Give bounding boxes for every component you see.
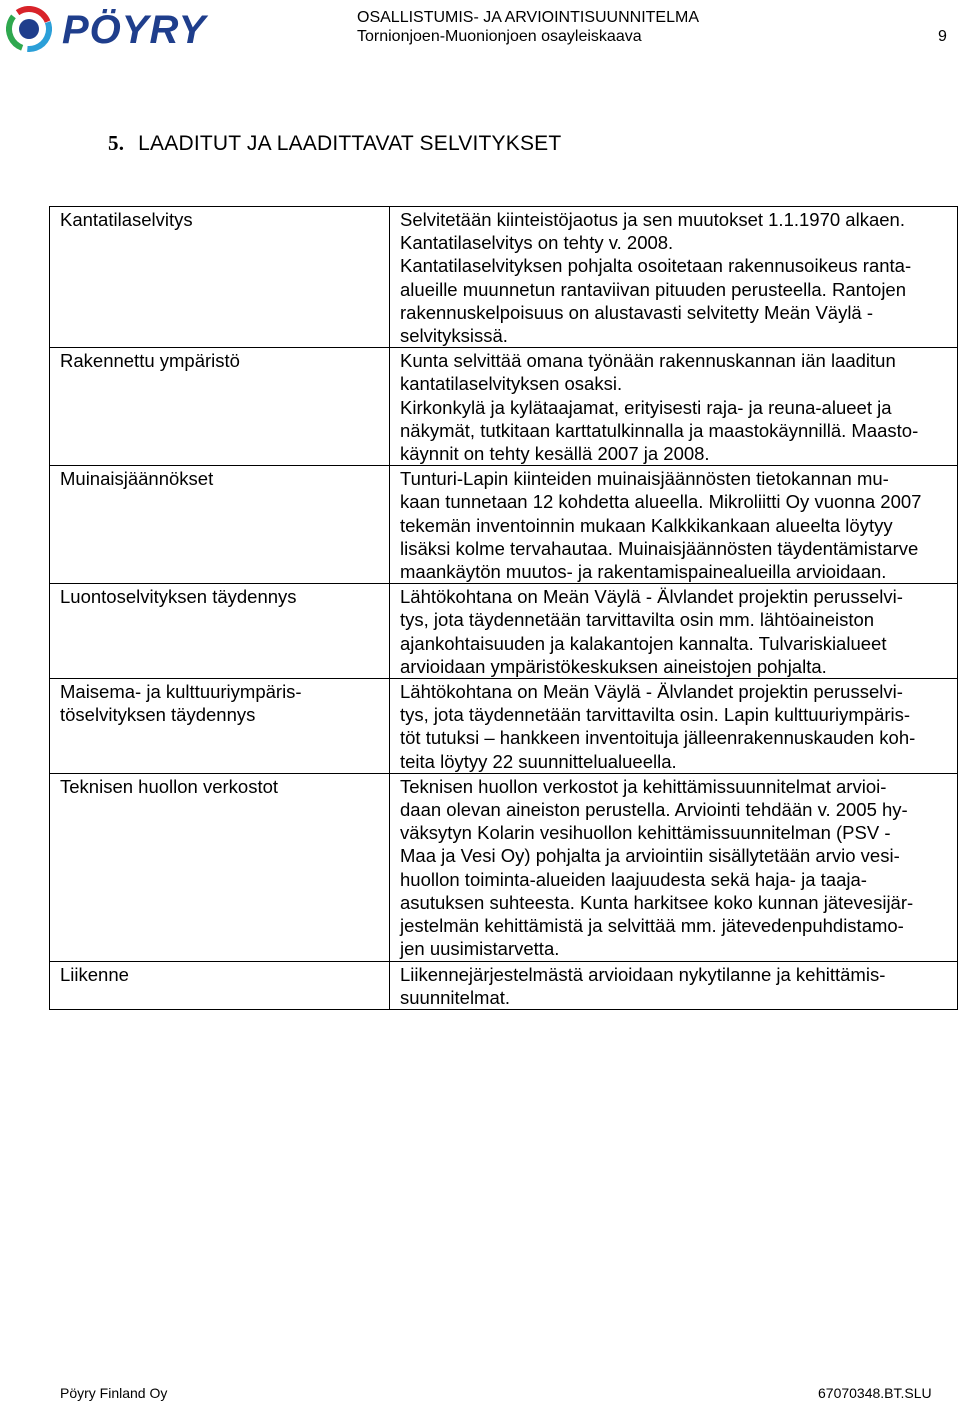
study-label-cell <box>50 466 390 584</box>
study-description-line: tys, jota täydennetään tarvittavilta osin. Lapin kulttuuriympäris- <box>400 704 911 726</box>
document-subtitle: Tornionjoen-Muonionjoen osayleiskaava <box>357 28 642 45</box>
study-description-cell <box>390 348 958 466</box>
table-row <box>50 466 958 584</box>
study-description-line: daan olevan aineiston perustella. Arviointi tehdään v. 2005 hy- <box>400 799 908 821</box>
study-description-line: Maa ja Vesi Oy) pohjalta ja arviointiin sisällytetään arvio vesi- <box>400 845 900 867</box>
study-label: Liikenne <box>60 963 129 985</box>
study-description-line: selvityksissä. <box>400 325 508 347</box>
study-label: Maisema- ja kulttuuriympäris- <box>60 681 302 703</box>
study-description-cell <box>390 679 958 774</box>
studies-table-body <box>50 207 958 1010</box>
study-description-line: tekemän inventoinnin mukaan Kalkkikankaan alueelta löytyy <box>400 514 893 536</box>
study-description-line: Kunta selvittää omana työnään rakennuskannan iän laaditun <box>400 350 896 372</box>
study-label: Muinaisjäännökset <box>60 468 214 490</box>
poyry-logo-mark <box>6 6 52 52</box>
section-heading <box>108 130 561 157</box>
table-row <box>50 584 958 679</box>
study-label: Rakennettu ympäristö <box>60 350 240 372</box>
study-description-line: Tunturi-Lapin kiinteiden muinaisjäännösten tietokannan mu- <box>400 468 889 490</box>
study-description-line: suunnitelmat. <box>400 986 511 1008</box>
poyry-logo <box>6 6 246 52</box>
study-label: Teknisen huollon verkostot <box>60 775 279 797</box>
logo-wordmark: PÖYRY <box>62 8 207 52</box>
study-description-line: Kantatilaselvityksen pohjalta osoitetaan rakennusoikeus ranta- <box>400 255 912 277</box>
footer-doc-code: 67070348.BT.SLU <box>818 1385 932 1401</box>
study-label-cell <box>50 584 390 679</box>
study-description-line: asutuksen suhteesta. Kunta harkitsee koko kunnan jätevesijär- <box>400 891 914 913</box>
study-description-line: väksytyn Kolarin vesihuollon kehittämissuunnitelman (PSV - <box>400 822 891 844</box>
study-description-line: Kantatilaselvitys on tehty v. 2008. <box>400 232 674 254</box>
study-label: töselvityksen täydennys <box>60 704 256 726</box>
study-description-cell <box>390 207 958 348</box>
study-label-cell <box>50 679 390 774</box>
study-label: Luontoselvityksen täydennys <box>60 586 297 608</box>
studies-table <box>49 206 958 1010</box>
study-description-line: kantatilaselvityksen osaksi. <box>400 373 623 395</box>
study-label-cell <box>50 961 390 1009</box>
study-description-line: Liikennejärjestelmästä arvioidaan nykytilanne ja kehittämis- <box>400 963 886 985</box>
document-title: OSALLISTUMIS- JA ARVIOINTISUUNNITELMA <box>357 9 699 26</box>
study-description-line: teita löytyy 22 suunnittelualueella. <box>400 750 677 772</box>
table-row <box>50 207 958 348</box>
study-description-line: tys, jota täydennetään tarvittavilta osin mm. lähtöaineiston <box>400 609 875 631</box>
table-row <box>50 773 958 961</box>
study-description-line: Selvitetään kiinteistöjaotus ja sen muutokset 1.1.1970 alkaen. <box>400 209 905 230</box>
study-description-line: jestelmän kehittämistä ja selvittää mm. jätevedenpuhdistamo- <box>400 915 904 937</box>
study-description-line: Kirkonkylä ja kylätaajamat, erityisesti raja- ja reuna-alueet ja <box>400 396 892 418</box>
study-description-cell <box>390 466 958 584</box>
study-description-line: arvioidaan ympäristökeskuksen aineistojen pohjalta. <box>400 655 827 677</box>
document-header <box>357 8 897 46</box>
study-label-cell <box>50 348 390 466</box>
study-label-cell <box>50 773 390 961</box>
section-number: 5. <box>108 131 125 155</box>
study-description-cell <box>390 773 958 961</box>
table-row <box>50 961 958 1009</box>
study-description-line: ajankohtaisuuden ja kalakantojen kannalta. Tulvariskialueet <box>400 632 887 654</box>
study-description-line: alueille muunnetun rantaviivan pituuden perusteella. Rantojen <box>400 278 907 300</box>
page-number: 9 <box>938 28 947 45</box>
section-title: LAADITUT JA LAADITTAVAT SELVITYKSET <box>138 132 562 155</box>
study-description-line: Teknisen huollon verkostot ja kehittämissuunnitelmat arvioi- <box>400 775 887 797</box>
footer-company: Pöyry Finland Oy <box>60 1385 168 1401</box>
study-description-line: käynnit on tehty kesällä 2007 ja 2008. <box>400 443 710 465</box>
study-description-cell <box>390 584 958 679</box>
study-description-line: Lähtökohtana on Meän Väylä - Älvlandet projektin perusselvi- <box>400 586 903 608</box>
study-description-cell <box>390 961 958 1009</box>
study-label: Kantatilaselvitys <box>60 209 193 230</box>
study-label-cell <box>50 207 390 348</box>
study-description-line: töt tutuksi – hankkeen inventoituja jälleenrakennuskauden koh- <box>400 727 916 749</box>
table-row <box>50 348 958 466</box>
study-description-line: huollon toiminta-alueiden laajuudesta sekä haja- ja taaja- <box>400 868 867 890</box>
table-row <box>50 679 958 774</box>
study-description-line: lisäksi kolme tervahautaa. Muinaisjäännösten täydentämistarve <box>400 537 919 559</box>
study-description-line: rakennuskelpoisuus on alustavasti selvitetty Meän Väylä - <box>400 301 874 323</box>
study-description-line: Lähtökohtana on Meän Väylä - Älvlandet projektin perusselvi- <box>400 681 903 703</box>
study-description-line: kaan tunnetaan 12 kohdetta alueella. Mikroliitti Oy vuonna 2007 <box>400 491 922 513</box>
study-description-line: jen uusimistarvetta. <box>400 938 560 960</box>
study-description-line: näkymät, tutkitaan karttatulkinnalla ja maastokäynnillä. Maasto- <box>400 419 919 441</box>
study-description-line: maankäytön muutos- ja rakentamispainealueilla arvioidaan. <box>400 561 887 583</box>
